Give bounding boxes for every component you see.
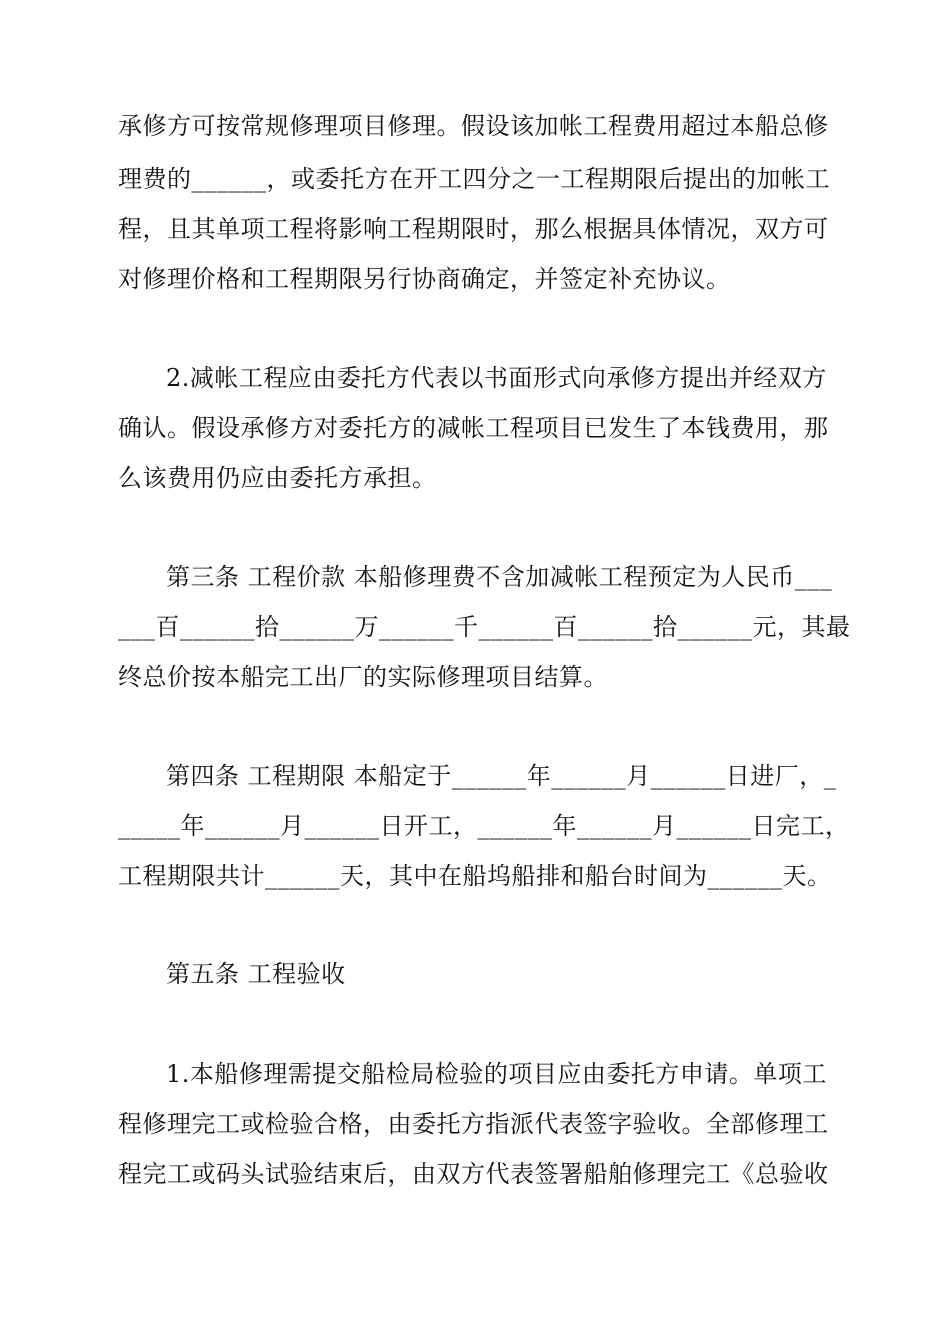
- article-4-line: _____年______月______日开工，______年______月______日完工，: [118, 812, 850, 840]
- paragraph-line: 么该费用仍应由委托方承担。: [118, 464, 437, 492]
- article-5-title: 第五条 工程验收: [166, 960, 346, 988]
- paragraph-line: 2.减帐工程应由委托方代表以书面形式向承修方提出并经双方: [166, 364, 827, 392]
- paragraph-line: 程修理完工或检验合格，由委托方指派代表签字验收。全部修理工: [118, 1110, 829, 1138]
- article-3-line: ___百______拾______万______千______百______拾______元，其最: [118, 613, 851, 641]
- article-3-line: 第三条 工程价款 本船修理费不含加减帐工程预定为人民币___: [166, 563, 833, 591]
- paragraph-line: 程完工或码头试验结束后，由双方代表签署船舶修理完工《总验收: [118, 1160, 829, 1188]
- paragraph-line: 对修理价格和工程期限另行协商确定，并签定补充协议。: [118, 265, 731, 293]
- paragraph-line: 确认。假设承修方对委托方的减帐工程项目已发生了本钱费用，那: [118, 414, 829, 442]
- paragraph-line: 1.本船修理需提交船检局检验的项目应由委托方申请。单项工: [166, 1060, 827, 1088]
- article-4-line: 工程期限共计______天，其中在船坞船排和船台时间为______天。: [118, 862, 832, 890]
- article-3-line: 终总价按本船完工出厂的实际修理项目结算。: [118, 663, 608, 691]
- paragraph-line: 承修方可按常规修理项目修理。假设该加帐工程费用超过本船总修: [118, 112, 829, 140]
- paragraph-line: 理费的______，或委托方在开工四分之一工程期限后提出的加帐工: [118, 165, 830, 193]
- paragraph-line: 程，且其单项工程将影响工程期限时，那么根据具体情况，双方可: [118, 215, 829, 243]
- article-4-line: 第四条 工程期限 本船定于______年______月______日进厂，_: [166, 762, 837, 790]
